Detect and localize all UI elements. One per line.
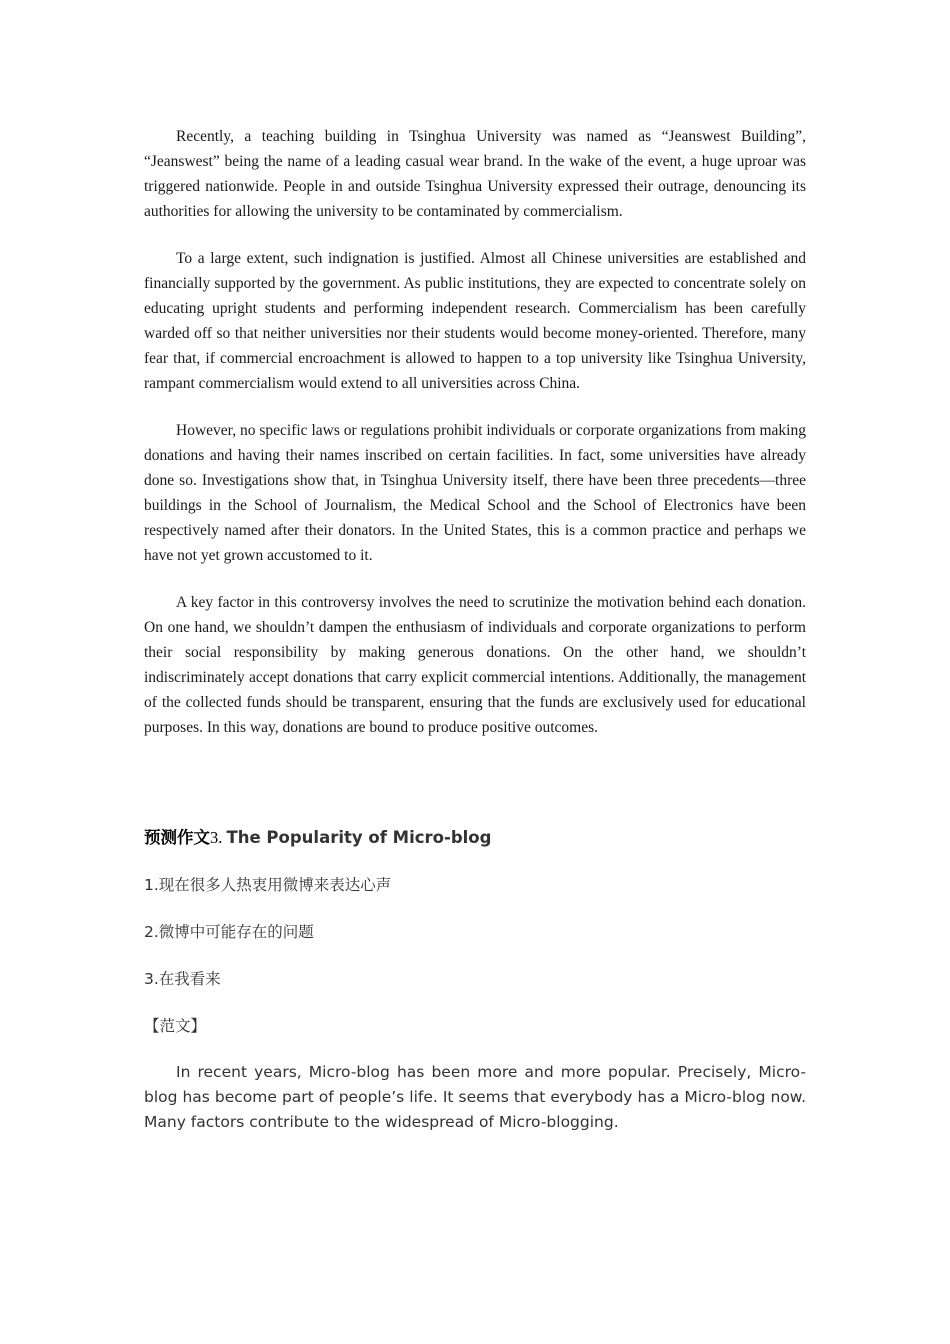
section-heading (144, 826, 806, 850)
essay-paragraph-4: A key factor in this controversy involves the need to scrutinize the motivation behind each donation. On one hand, we shouldn’t dampen the enthusiasm of individuals and corporate organizations to perform their social responsibility by making generous donations. On the other hand, we shouldn’t indiscriminately accept donations that carry explicit commercial intentions. Additionally, the management of the collected funds should be transparent, ensuring that the funds are exclusively used for educational purposes. In this way, donations are bound to produce positive outcomes. (144, 594, 806, 736)
sample-essay-label: 【范文】 (144, 1017, 207, 1035)
sample-essay-paragraph: In recent years, Micro-blog has been more and more popular. Precisely, Micro-blog has become part of people’s life. It seems that everybody has a Micro-blog now. Many factors contribute to the widespread of Micro-blogging. (144, 1063, 806, 1131)
section-heading-cn: 预测作文 (144, 828, 210, 847)
outline-point-3: 3.在我看来 (144, 970, 221, 988)
section-heading-number: 3. (210, 828, 223, 847)
section-heading-title: The Popularity of Micro-blog (226, 828, 492, 847)
document-page (144, 124, 806, 1135)
essay-paragraph-3: However, no specific laws or regulations prohibit individuals or corporate organizations from making donations and having their names inscribed on certain facilities. In fact, some universities have already done so. Investigations show that, in Tsinghua University itself, there have been three precedents—three buildings in the School of Journalism, the Medical School and the School of Electronics have been respectively named after their donators. In the United States, this is a common practice and perhaps we have not yet grown accustomed to it. (144, 422, 806, 564)
essay-paragraph-1: Recently, a teaching building in Tsinghua University was named as “Jeanswest Building”, “Jeanswest” being the name of a leading casual wear brand. In the wake of the event, a huge uproar was triggered nationwide. People in and outside Tsinghua University expressed their outrage, denouncing its authorities for allowing the university to be contaminated by commercialism. (144, 128, 806, 220)
outline-point-2: 2.微博中可能存在的问题 (144, 923, 314, 941)
essay-paragraph-2: To a large extent, such indignation is justified. Almost all Chinese universities are established and financially supported by the government. As public institutions, they are expected to concentrate solely on educating upright students and performing independent research. Commercialism has been carefully warded off so that neither universities nor their students would become money-oriented. Therefore, many fear that, if commercial encroachment is allowed to happen to a top university like Tsinghua University, rampant commercialism would extend to all universities across China. (144, 250, 806, 392)
outline-point-1: 1.现在很多人热衷用微博来表达心声 (144, 876, 392, 894)
